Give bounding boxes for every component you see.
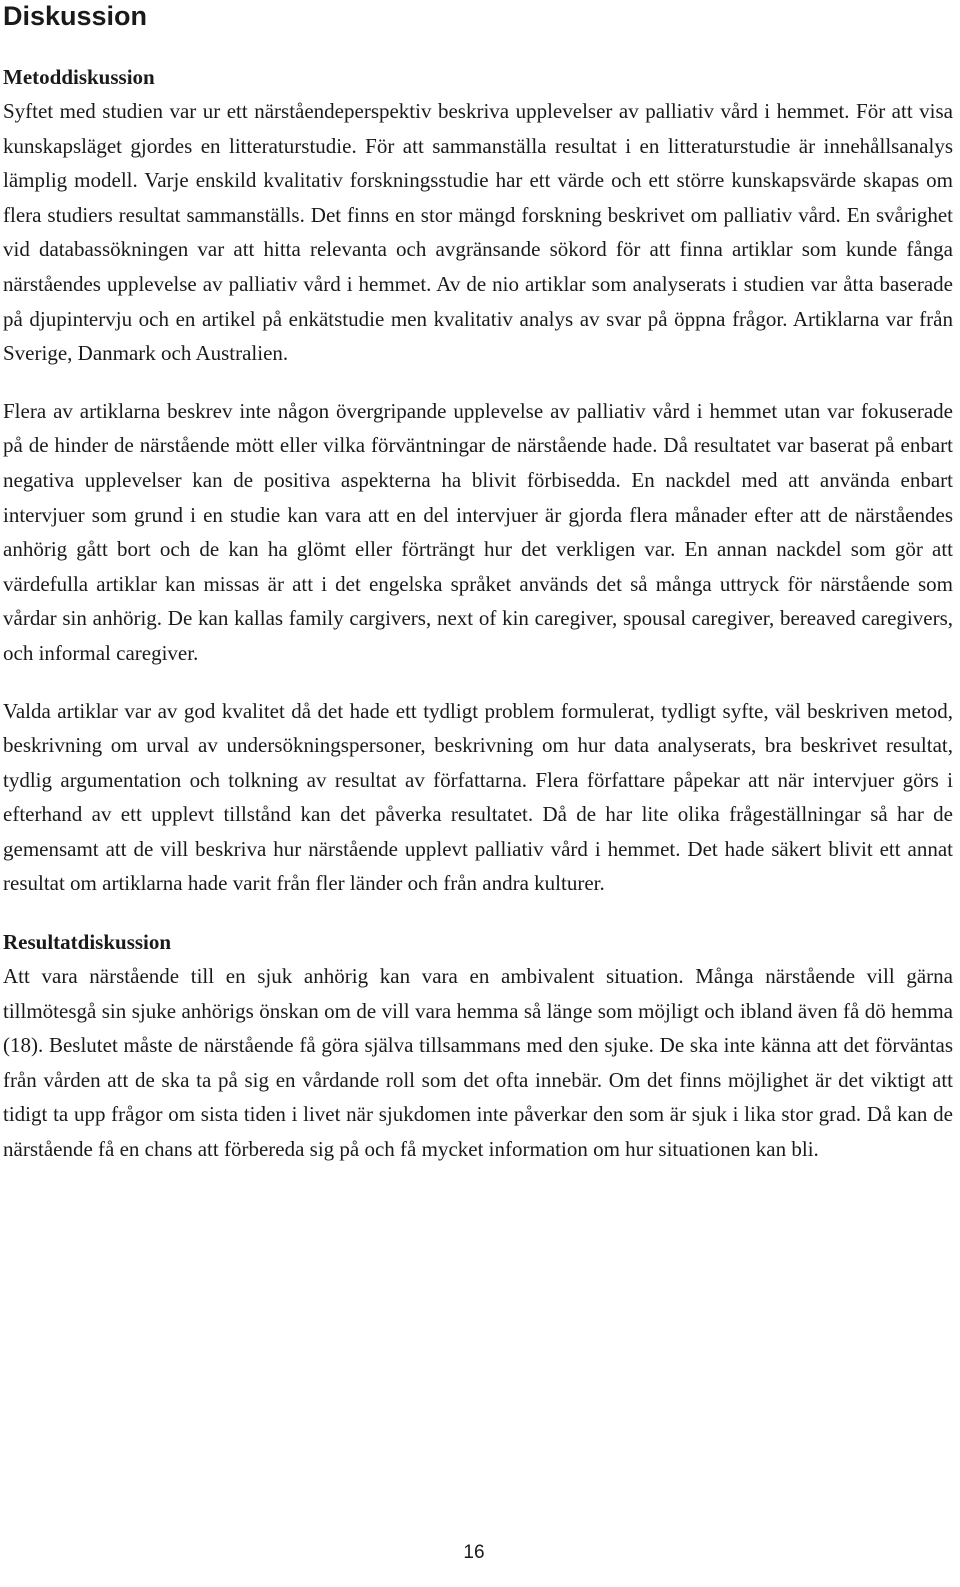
page-number: 16 [463, 1542, 485, 1563]
section-heading-metoddiskussion: Metoddiskussion [3, 65, 155, 89]
paragraph-method-1: Syftet med studien var ur ett närståendeperspektiv beskriva upplevelser av palliativ vård i hemmet. För att visa kunskapsläget gjordes en litteraturstudie. För att sammanställa resultat i en litteraturstudie är innehållsanalys lämplig modell. Varje enskild kvalitativ forskningsstudie har ett värde och ett större kunskapsvärde skapas om flera studiers resultat sammanställs. Det finns en stor mängd forskning beskrivet om palliativ vård. En svårighet vid databassökningen var att hitta relevanta och avgränsande sökord för att finna artiklar som kunde fånga närståendes upplevelse av palliativ vård i hemmet. Av de nio artiklar som analyserats i studien var åtta baserade på djupintervju och en artikel på enkätstudie men kvalitativ analys av svar på öppna frågor. Artiklarna var från Sverige, Danmark och Australien. [3, 99, 953, 366]
section-heading-resultatdiskussion: Resultatdiskussion [3, 930, 172, 955]
paragraph-result-1: Att vara närstående till en sjuk anhörig kan vara en ambivalent situation. Många närstående vill gärna tillmötesgå sin sjuke anhörigs önskan om de vill vara hemma så länge som möjligt och ibland även få dö hemma (18). Beslutet måste de närstående få göra själva tillsammans med den sjuke. De ska inte känna att det förväntas från vården att de ska ta på sig en vårdande roll som det ofta innebär. Om det finns möjlighet är det viktigt att tidigt ta upp frågor om sista tiden i livet när sjukdomen inte påverkar den som är sjuk i lika stor grad. Då kan de närstående få en chans att förbereda sig på och få mycket information om hur situationen kan bli. [3, 964, 953, 1162]
document-body [3, 60, 953, 1167]
paragraph-method-3: Valda artiklar var av god kvalitet då det hade ett tydligt problem formulerat, tydligt syfte, väl beskriven metod, beskrivning om urval av undersökningspersoner, beskrivning om hur data analyserats, bra beskrivet resultat, tydlig argumentation och tolkning av resultat av författarna. Flera författare påpekar att när intervjuer görs i efterhand av ett upplevt tillstånd kan det påverka resultatet. Då de har lite olika frågeställningar så har de gemensamt att de vill beskriva hur närstående upplevt palliativ vård i hemmet. Det hade säkert blivit ett annat resultat om artiklarna hade varit från fler länder och från andra kulturer. [3, 698, 953, 896]
page-title: Diskussion [3, 1, 148, 31]
paragraph-method-2: Flera av artiklarna beskrev inte någon övergripande upplevelse av palliativ vård i hemmet utan var fokuserade på de hinder de närstående mött eller vilka förväntningar de närstående hade. Då resultatet var baserat på enbart negativa upplevelser kan de positiva aspekterna ha blivit förbisedda. En nackdel med att använda enbart intervjuer som grund i en studie kan vara att en del intervjuer är gjorda flera månader efter att de närståendes anhörig gått bort och de kan ha glömt eller förträngt hur det verkligen var. En annan nackdel som gör att värdefulla artiklar kan missas är att i det engelska språket används det så många uttryck för närstående som vårdar sin anhörig. De kan kallas family cargivers, next of kin caregiver, spousal caregiver, bereaved caregivers, och informal caregiver. [3, 398, 953, 665]
